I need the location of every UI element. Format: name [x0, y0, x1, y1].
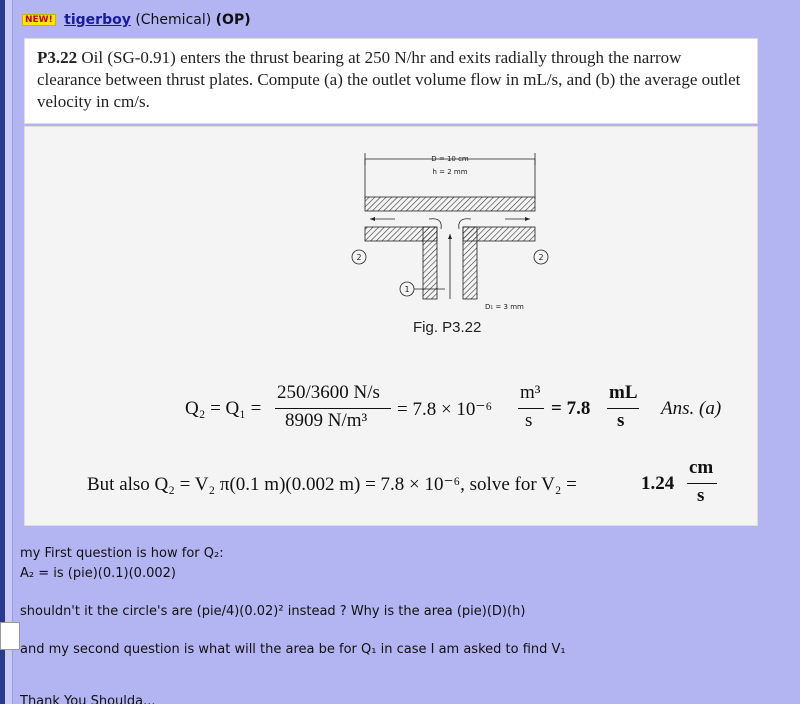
- problem-statement: [24, 38, 758, 124]
- eq1-lhs: Q₂ = Q₁ =: [185, 398, 262, 419]
- eq2-unit-num: cm: [689, 457, 714, 478]
- eq1-unit2-num: mL: [609, 382, 638, 403]
- username-link[interactable]: tigerboy: [64, 12, 131, 28]
- equation-b: [87, 457, 747, 517]
- eq1-unit-num: m³: [520, 382, 541, 403]
- new-badge: NEW!: [22, 14, 56, 26]
- side-tab[interactable]: [0, 622, 20, 650]
- d1-label: D₁ = 3 mm: [485, 303, 524, 311]
- eq2-unit-den: s: [697, 485, 705, 506]
- svg-text:2: 2: [538, 253, 544, 262]
- user-field: (Chemical): [135, 12, 212, 28]
- left-panel-strip: [5, 0, 13, 704]
- svg-text:1: 1: [404, 285, 410, 294]
- eq2-text: But also Q₂ = V₂ π(0.1 m)(0.002 m) = 7.8 × 10⁻⁶, solve for V₂ =: [87, 474, 577, 495]
- problem-number: P3.22: [37, 48, 78, 67]
- h-label: h = 2 mm: [432, 168, 468, 176]
- op-label: (OP): [215, 12, 251, 28]
- eq1-result-ml: = 7.8: [551, 398, 591, 419]
- thrust-bearing-figure: [325, 139, 565, 319]
- d-label: D = 10 cm: [431, 155, 469, 163]
- eq2-value: 1.24: [641, 473, 675, 494]
- eq1-numerator: 250/3600 N/s: [277, 382, 380, 403]
- question-line-5: Thank You Shoulda...: [20, 694, 156, 704]
- eq1-denominator: 8909 N/m³: [285, 410, 368, 431]
- problem-text: Oil (SG-0.91) enters the thrust bearing at 250 N/hr and exits radially through the narrow clearance between thrust plates. Compute (a) the outlet volume flow in mL/s, and (b) the average outlet velocity in cm/s.: [37, 48, 741, 111]
- post-header: [22, 12, 251, 28]
- figure-caption: Fig. P3.22: [413, 319, 482, 336]
- eq1-unit2-den: s: [617, 410, 625, 431]
- eq1-answer-label: Ans. (a): [661, 398, 722, 419]
- svg-text:2: 2: [356, 253, 362, 262]
- question-line-3: shouldn't it the circle's are (pie/4)(0.02)² instead ? Why is the area (pie)(D)(h): [20, 604, 526, 619]
- shaft-left: [423, 227, 437, 299]
- question-line-4: and my second question is what will the area be for Q₁ in case I am asked to find V₁: [20, 642, 566, 657]
- question-line-1: my First question is how for Q₂:: [20, 546, 224, 561]
- question-line-2: A₂ = is (pie)(0.1)(0.002): [20, 566, 176, 581]
- top-plate: [365, 197, 535, 211]
- equation-a: [185, 382, 745, 442]
- eq1-unit-den: s: [525, 410, 533, 431]
- shaft-right: [463, 227, 477, 299]
- eq1-result: = 7.8 × 10⁻⁶: [397, 399, 493, 420]
- solution-image: [24, 126, 758, 526]
